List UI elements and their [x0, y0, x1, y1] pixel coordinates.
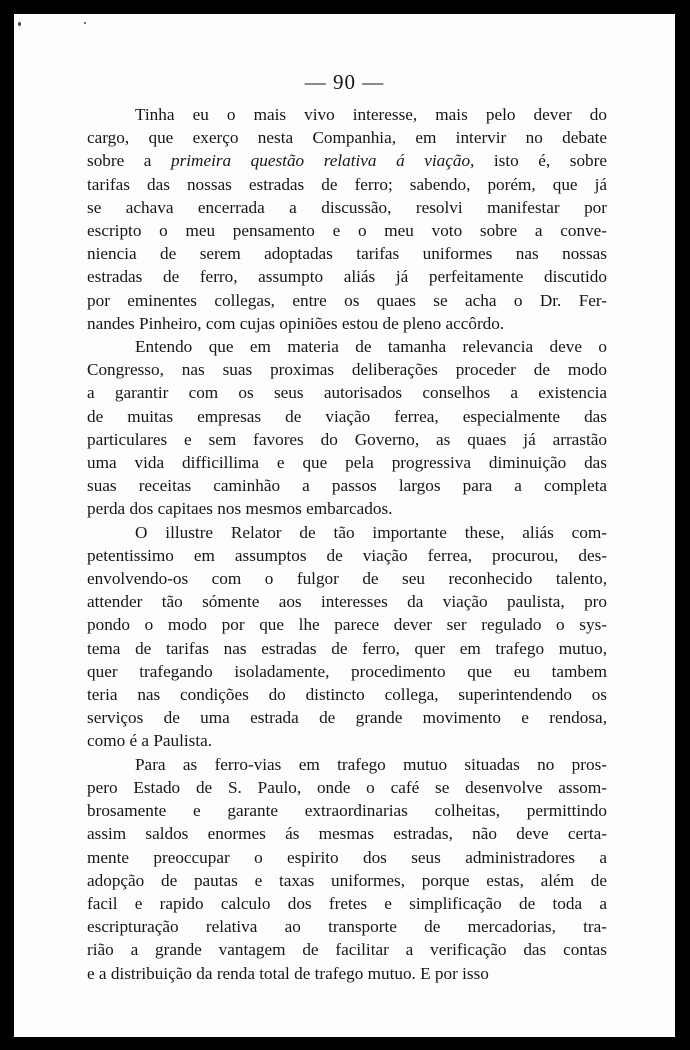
text-line: [87, 405, 607, 428]
line-text: escripturação relativa ao transporte de mercadorias, tra-: [87, 917, 607, 937]
line-text: como é a Paulista.: [87, 731, 213, 751]
book-page: [14, 14, 675, 1037]
line-text: nandes Pinheiro, com cujas opiniões estou de pleno accôrdo.: [87, 313, 505, 333]
text-line: [87, 521, 607, 544]
text-line: [87, 753, 607, 776]
line-text: cargo, que exerço nesta Companhia, em intervir no debate: [87, 128, 607, 148]
line-text: uma vida difficillima e que pela progressiva diminuição das: [87, 453, 607, 473]
ink-speck: [84, 22, 86, 24]
line-text: por eminentes collegas, entre os quaes se acha o Dr. Fer-: [87, 290, 607, 310]
line-text: perda dos capitaes nos mesmos embarcados.: [87, 499, 393, 519]
line-text: escripto o meu pensamento e o meu voto sobre a conve-: [87, 221, 607, 241]
line-text: rião a grande vantagem de facilitar a verificação das contas: [87, 940, 607, 960]
line-text: mente preoccupar o espirito dos seus administradores a: [87, 847, 607, 867]
text-line: [87, 265, 607, 288]
text-line: [87, 289, 607, 312]
line-text: a garantir com os seus autorisados conselhos a existencia: [87, 383, 607, 403]
line-text: estradas de ferro, assumpto aliás já perfeitamente discutido: [87, 267, 607, 287]
line-text: adopção de pautas e taxas uniformes, porque estas, além de: [87, 870, 607, 890]
line-text: O illustre Relator de tão importante these, aliás com-: [135, 522, 607, 542]
line-text: e a distribuição da renda total de trafego mutuo. E por isso: [87, 963, 489, 983]
text-line: [87, 799, 607, 822]
page-number: — 90 —: [304, 70, 385, 94]
paragraph: [87, 521, 607, 753]
line-text: pero Estado de S. Paulo, onde o café se desenvolve assom-: [87, 777, 607, 797]
text-line: [87, 683, 607, 706]
text-line: [87, 126, 607, 149]
line-text: Para as ferro-vias em trafego mutuo situadas no pros-: [135, 754, 607, 774]
text-line: [87, 776, 607, 799]
text-line: [87, 590, 607, 613]
body-text: [87, 103, 607, 985]
line-text: serviços de uma estrada de grande movimento e rendosa,: [87, 708, 607, 728]
line-text: suas receitas caminhão a passos largos para a completa: [87, 476, 607, 496]
line-text: attender tão sómente aos interesses da viação paulista, pro: [87, 592, 607, 612]
text-line: [87, 103, 607, 126]
text-line: [87, 613, 607, 636]
text-line: [87, 892, 607, 915]
line-text: sobre a: [87, 151, 171, 171]
line-text: niencia de serem adoptadas tarifas uniformes nas nossas: [87, 244, 607, 264]
text-line: [87, 358, 607, 381]
text-line: [87, 335, 607, 358]
line-text: de muitas empresas de viação ferrea, especialmente das: [87, 406, 607, 426]
line-text: facil e rapido calculo dos fretes e simplificação de toda a: [87, 893, 607, 913]
line-text: assim saldos enormes ás mesmas estradas, não deve certa-: [87, 824, 607, 844]
text-line: [87, 381, 607, 404]
line-text: pondo o modo por que lhe parece dever ser regulado o sys-: [87, 615, 607, 635]
text-line: [87, 962, 607, 985]
line-text: se achava encerrada a discussão, resolvi manifestar por: [87, 197, 607, 217]
text-line: [87, 822, 607, 845]
line-text: teria nas condições do distincto collega, superintendendo os: [87, 685, 607, 705]
line-text: brosamente e garante extraordinarias colheitas, permittindo: [87, 801, 607, 821]
ink-speck: [18, 22, 21, 26]
text-line: [87, 544, 607, 567]
text-line: [87, 729, 607, 752]
line-text: quer trafegando isoladamente, procedimento que eu tambem: [87, 661, 607, 681]
text-line: [87, 451, 607, 474]
paragraph: [87, 103, 607, 335]
line-text: petentissimo em assumptos de viação ferrea, procurou, des-: [87, 545, 607, 565]
line-text: tema de tarifas nas estradas de ferro, quer em trafego mutuo,: [87, 638, 607, 658]
text-line: [87, 938, 607, 961]
line-text: tarifas das nossas estradas de ferro; sabendo, porém, que já: [87, 174, 607, 194]
text-line: [87, 219, 607, 242]
text-line: [87, 474, 607, 497]
text-line: [87, 915, 607, 938]
text-line: [87, 497, 607, 520]
text-line: [87, 637, 607, 660]
text-line: [87, 173, 607, 196]
paragraph: [87, 335, 607, 521]
text-line: [87, 196, 607, 219]
text-line: [87, 660, 607, 683]
text-line: [87, 706, 607, 729]
text-line: [87, 312, 607, 335]
line-text: Entendo que em materia de tamanha relevancia deve o: [135, 337, 607, 357]
text-line: [87, 242, 607, 265]
paragraph: [87, 753, 607, 985]
text-line: [87, 428, 607, 451]
text-line: [87, 869, 607, 892]
line-text: Congresso, nas suas proximas deliberações proceder de modo: [87, 360, 607, 380]
line-text: envolvendo-os com o fulgor de seu reconhecido talento,: [87, 569, 607, 589]
text-line: [87, 149, 607, 172]
line-text: isto é, sobre: [474, 151, 607, 171]
italic-phrase: primeira questão relativa á viação,: [170, 151, 475, 171]
line-text: Tinha eu o mais vivo interesse, mais pelo dever do: [135, 105, 607, 124]
line-text: particulares e sem favores do Governo, as quaes já arrastão: [87, 429, 607, 449]
text-line: [87, 846, 607, 869]
text-line: [87, 567, 607, 590]
